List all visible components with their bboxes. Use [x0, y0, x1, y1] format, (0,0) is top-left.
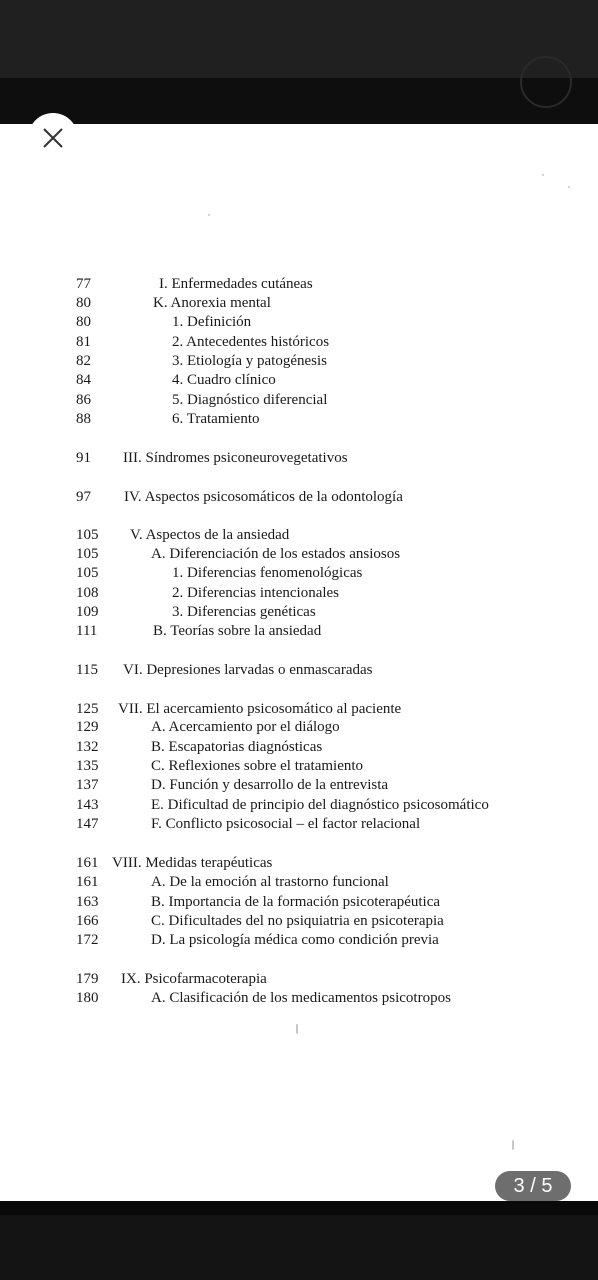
toc-page-number: 86 — [76, 392, 91, 408]
toc-page-number: 135 — [76, 758, 99, 774]
toc-page-number: 82 — [76, 353, 91, 369]
toc-entry-title: D. La psicología médica como condición previa — [151, 932, 439, 948]
toc-entry-title: A. Acercamiento por el diálogo — [151, 719, 340, 735]
toc-entry — [0, 332, 598, 352]
toc-page-number: 97 — [76, 489, 91, 505]
toc-entry-title: C. Dificultades del no psiquiatria en psicoterapia — [151, 913, 444, 929]
toc-entry — [0, 756, 598, 776]
toc-entry-title: D. Función y desarrollo de la entrevista — [151, 777, 389, 793]
toc-entry — [0, 621, 598, 641]
toc-entry-title: B. Escapatorias diagnósticas — [151, 739, 323, 755]
toc-entry-title: E. Dificultad de principio del diagnóstico psicosomático — [151, 797, 489, 813]
toc-entry-title: 3. Diferencias genéticas — [172, 604, 316, 620]
toc-entry-title: 4. Cuadro clínico — [172, 372, 276, 388]
close-button[interactable] — [28, 113, 78, 163]
toc-entry-title: 2. Diferencias intencionales — [172, 585, 340, 601]
toc-entry-title: 1. Definición — [172, 314, 252, 330]
toc-page-number: 179 — [76, 971, 99, 987]
toc-page-number: 105 — [76, 527, 99, 543]
toc-page-number: 129 — [76, 719, 99, 735]
viewer-top-bar — [0, 0, 598, 124]
toc-page-number: 166 — [76, 913, 99, 929]
toc-entry-title: III. Síndromes psiconeurovegetativos — [123, 450, 348, 466]
viewer-bottom-bar — [0, 1201, 598, 1280]
toc-entry — [0, 563, 598, 583]
document-page — [0, 124, 598, 1201]
toc-page-number: 143 — [76, 797, 99, 813]
toc-entry — [0, 737, 598, 757]
toc-entry-title: B. Importancia de la formación psicoterapéutica — [151, 894, 441, 910]
toc-entry — [0, 409, 598, 429]
toc-entry-title: A. Diferenciación de los estados ansiosos — [151, 546, 401, 562]
toc-page-number: 105 — [76, 565, 99, 581]
toc-entry-title: 5. Diagnóstico diferencial — [172, 392, 328, 408]
toc-page-number: 163 — [76, 894, 99, 910]
toc-page-number: 81 — [76, 334, 91, 350]
toc-entry — [0, 525, 598, 545]
toc-entry-title: VI. Depresiones larvadas o enmascaradas — [123, 662, 373, 678]
toc-entry-title: 6. Tratamiento — [172, 411, 260, 427]
toc-entry — [0, 390, 598, 410]
toc-entry — [0, 487, 598, 507]
toc-entry — [0, 892, 598, 912]
toc-entry — [0, 872, 598, 892]
toc-page-number: 77 — [76, 276, 91, 292]
toc-page-number: 147 — [76, 816, 99, 832]
toc-page-number: 88 — [76, 411, 91, 427]
toc-entry — [0, 717, 598, 737]
toc-page-number: 108 — [76, 585, 99, 601]
page-counter: 3 / 5 — [495, 1171, 571, 1201]
toc-page-number: 84 — [76, 372, 91, 388]
toc-page-number: 111 — [76, 623, 98, 639]
toc-entry — [0, 312, 598, 332]
toc-entry — [0, 274, 598, 294]
toc-entry-title: A. De la emoción al trastorno funcional — [151, 874, 389, 890]
toc-entry — [0, 448, 598, 468]
toc-entry-title: VIII. Medidas terapéuticas — [112, 855, 273, 871]
toc-page-number: 109 — [76, 604, 99, 620]
toc-entry — [0, 293, 598, 313]
toc-page-number: 137 — [76, 777, 99, 793]
toc-entry — [0, 853, 598, 873]
toc-entry-title: I. Enfermedades cutáneas — [159, 276, 313, 292]
toc-entry-title: VII. El acercamiento psicosomático al paciente — [118, 701, 402, 717]
toc-entry-title: IX. Psicofarmacoterapia — [121, 971, 267, 987]
toc-entry — [0, 660, 598, 680]
toc-entry — [0, 775, 598, 795]
toc-entry-title: 2. Antecedentes históricos — [172, 334, 330, 350]
toc-entry — [0, 699, 598, 719]
toc-entry — [0, 795, 598, 815]
toc-entry-title: 3. Etiología y patogénesis — [172, 353, 327, 369]
toc-page-number: 132 — [76, 739, 99, 755]
toc-page-number: 125 — [76, 701, 99, 717]
toc-page-number: 161 — [76, 874, 99, 890]
toc-entry — [0, 988, 598, 1008]
toc-page-number: 180 — [76, 990, 99, 1006]
toc-entry — [0, 969, 598, 989]
toc-entry — [0, 814, 598, 834]
toc-entry — [0, 351, 598, 371]
background-toolbar — [0, 78, 598, 124]
toc-page-number: 161 — [76, 855, 99, 871]
toc-page-number: 80 — [76, 314, 91, 330]
toc-entry — [0, 602, 598, 622]
close-icon — [41, 126, 65, 150]
toc-entry — [0, 930, 598, 950]
toc-page-number: 172 — [76, 932, 99, 948]
toc-entry — [0, 911, 598, 931]
toc-entry-title: F. Conflicto psicosocial – el factor relacional — [151, 816, 421, 832]
toc-page-number: 80 — [76, 295, 91, 311]
toc-page-number: 115 — [76, 662, 98, 678]
toc-entry-title: V. Aspectos de la ansiedad — [130, 527, 290, 543]
toc-entry-title: B. Teorías sobre la ansiedad — [153, 623, 322, 639]
toc-entry-title: K. Anorexia mental — [153, 295, 271, 311]
toc-entry-title: C. Reflexiones sobre el tratamiento — [151, 758, 364, 774]
background-icon — [520, 56, 572, 108]
toc-entry-title: A. Clasificación de los medicamentos psicotropos — [151, 990, 451, 1006]
toc-entry — [0, 370, 598, 390]
toc-entry — [0, 544, 598, 564]
toc-page-number: 91 — [76, 450, 91, 466]
toc-entry-title: 1. Diferencias fenomenológicas — [172, 565, 363, 581]
toc-entry — [0, 583, 598, 603]
toc-entry-title: IV. Aspectos psicosomáticos de la odontología — [124, 489, 403, 505]
toc-page-number: 105 — [76, 546, 99, 562]
